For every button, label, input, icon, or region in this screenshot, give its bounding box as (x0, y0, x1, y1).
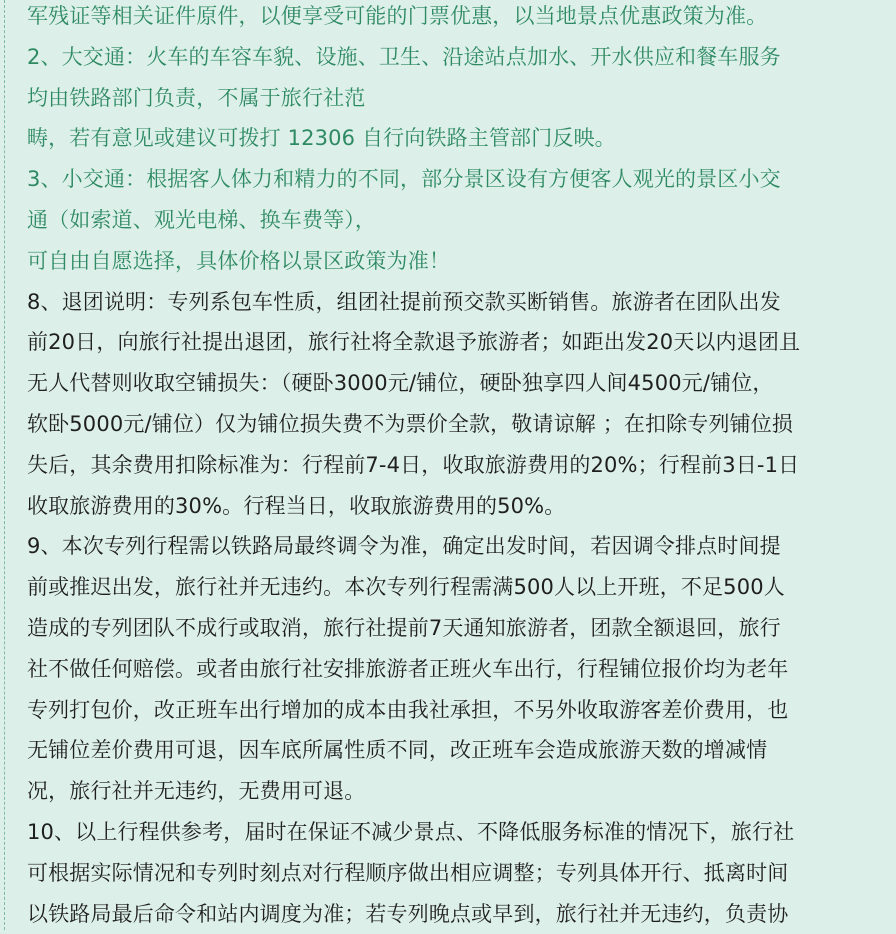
text-line: 造成的专列团队不成行或取消，旅行社提前7天通知旅游者，团款全额退回，旅行 (27, 615, 781, 640)
text-line: 8、退团说明：专列系包车性质，组团社提前预交款买断销售。旅游者在团队出发 (27, 289, 781, 314)
text-line: 军残证等相关证件原件，以便享受可能的门票优惠，以当地景点优惠政策为准。 (27, 4, 768, 28)
text-block (27, 0, 876, 934)
text-line: 可根据实际情况和专列时刻点对行程顺序做出相应调整；专列具体开行、抵离时间 (27, 860, 789, 885)
text-line: 3、小交通：根据客人体力和精力的不同，部分景区设有方便客人观光的景区小交 (27, 167, 781, 192)
text-line: 以铁路局最后命令和站内调度为准；若专列晚点或早到，旅行社并无违约，负责协 (27, 901, 789, 926)
text-line: 软卧5000元/铺位）仅为铺位损失费不为票价全款，敬请谅解 ；在扣除专列铺位损 (27, 411, 794, 436)
text-line: 失后，其余费用扣除标准为：行程前7-4日，收取旅游费用的20%；行程前3日-1日 (27, 452, 800, 477)
text-line: 无铺位差价费用可退，因车底所属性质不同，改正班车会造成旅游天数的增减情 (27, 738, 768, 763)
text-line: 9、本次专列行程需以铁路局最终调令为准，确定出发时间，若因调令排点时间提 (27, 534, 781, 559)
text-line: 无人代替则收取空铺损失：（硬卧3000元/铺位，硬卧独享四人间4500元/铺位， (27, 371, 774, 396)
text-line: 专列打包价，改正班车出行增加的成本由我社承担，不另外收取游客差价费用，也 (27, 697, 789, 722)
text-line: 2、大交通：火车的车容车貌、设施、卫生、沿途站点加水、开水供应和餐车服务 (27, 44, 781, 69)
text-line: 通（如索道、观光电梯、换车费等）， (27, 207, 377, 232)
text-line: 社不做任何赔偿。或者由旅行社安排旅游者正班火车出行，行程铺位报价均为老年 (27, 656, 789, 681)
text-line: 前20日，向旅行社提出退团，旅行社将全款退予旅游者；如距出发20天以内退团且 (27, 330, 801, 355)
text-line: 前或推迟出发，旅行社并无违约。本次专列行程需满500人以上开班，不足500人 (27, 575, 785, 600)
text-line: 均由铁路部门负责，不属于旅行社范 (27, 85, 366, 110)
text-line: 10、以上行程供参考，届时在保证不减少景点、不降低服务标准的情况下，旅行社 (27, 819, 795, 844)
text-line: 可自由自愿选择，具体价格以景区政策为准！ (27, 248, 450, 273)
text-line: 收取旅游费用的30%。行程当日，收取旅游费用的50%。 (27, 493, 566, 518)
document-page (4, 0, 894, 930)
text-line: 畴，若有意见或建议可拨打 12306 自行向铁路主管部门反映。 (27, 126, 616, 151)
text-line: 况，旅行社并无违约，无费用可退。 (27, 779, 366, 804)
